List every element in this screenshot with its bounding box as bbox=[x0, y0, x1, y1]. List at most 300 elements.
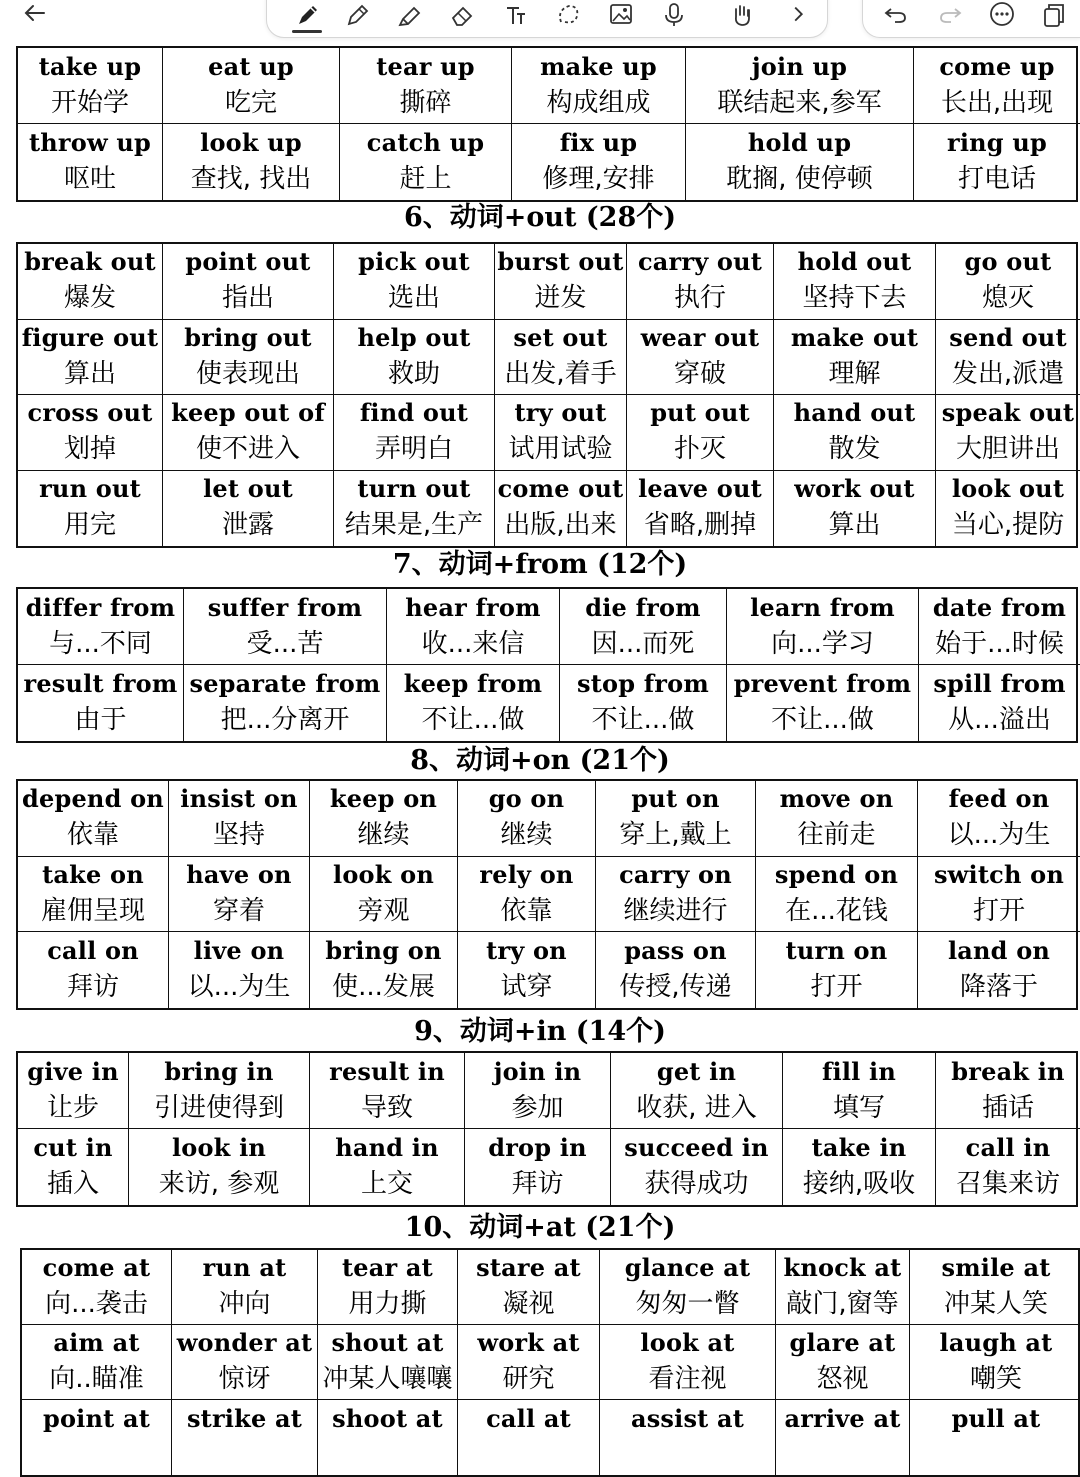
phrase-chinese: 省略,删掉 bbox=[643, 510, 757, 541]
phrase-cell bbox=[627, 471, 774, 547]
phrase-chinese: 从...溢出 bbox=[948, 705, 1051, 735]
phrase-chinese: 收获, 进入 bbox=[636, 1092, 757, 1123]
phrase-chinese: 依靠 bbox=[66, 820, 119, 851]
phrase-chinese: 不让...做 bbox=[421, 705, 525, 735]
phrase-cell bbox=[918, 932, 1080, 1008]
phrase-chinese: 插话 bbox=[981, 1092, 1034, 1123]
phrase-english: run at bbox=[202, 1253, 287, 1282]
phrase-chinese: 以...为生 bbox=[947, 820, 1051, 851]
phrase-cell bbox=[774, 471, 936, 547]
phrase-english: come out bbox=[497, 474, 624, 504]
phrase-english: take up bbox=[38, 51, 142, 81]
phrase-cell bbox=[495, 471, 627, 547]
phrase-english: look up bbox=[200, 128, 302, 157]
phrase-english: tear up bbox=[376, 51, 475, 81]
phrase-chinese: 算出 bbox=[63, 358, 116, 389]
phrase-english: help out bbox=[357, 322, 471, 352]
phrase-cell bbox=[727, 589, 919, 665]
phrase-english: keep out of bbox=[171, 398, 325, 428]
section-heading-on: 8、动词+on (21个) bbox=[410, 745, 670, 776]
phrase-cell bbox=[774, 320, 936, 396]
phrase-english: pick out bbox=[358, 247, 470, 277]
phrase-english: break in bbox=[951, 1056, 1065, 1086]
phrase-english: depend on bbox=[22, 784, 164, 814]
phrase-chinese: 赶上 bbox=[399, 164, 452, 194]
phrase-chinese: 发出,派遣 bbox=[951, 358, 1065, 389]
phrase-english: hand in bbox=[335, 1133, 439, 1162]
phrase-cell bbox=[560, 589, 727, 665]
phrase-english: speak out bbox=[941, 398, 1075, 428]
phrase-cell bbox=[318, 1400, 458, 1475]
phrase-cell bbox=[310, 857, 458, 933]
phrase-english: shoot at bbox=[332, 1403, 443, 1433]
phrase-english: stop from bbox=[577, 669, 709, 698]
phrase-cell bbox=[18, 48, 163, 124]
section-heading-out: 6、动词+out (28个) bbox=[403, 202, 677, 233]
phrase-english: die from bbox=[585, 592, 701, 622]
phrase-cell bbox=[686, 124, 914, 200]
phrase-english: set out bbox=[513, 322, 608, 352]
phrase-chinese: 敲门,窗等 bbox=[786, 1289, 899, 1319]
phrase-cell bbox=[611, 1053, 783, 1129]
phrase-english: knock at bbox=[783, 1253, 902, 1282]
phrase-cell bbox=[18, 932, 169, 1008]
phrase-english: look at bbox=[640, 1328, 735, 1357]
phrase-english: rely on bbox=[479, 859, 574, 889]
phrase-chinese: 在...花钱 bbox=[785, 895, 888, 926]
phrase-chinese: 试用试验 bbox=[508, 434, 613, 465]
phrase-chinese: 执行 bbox=[673, 283, 726, 314]
phrase-cell bbox=[18, 1129, 129, 1205]
phrase-cell bbox=[756, 857, 918, 933]
phrase-english: turn out bbox=[357, 474, 471, 504]
phrase-english: pass on bbox=[624, 935, 727, 965]
phrase-chinese: 向...袭击 bbox=[45, 1289, 148, 1319]
phrase-cell bbox=[776, 1250, 910, 1325]
text-tool-icon[interactable] bbox=[500, 0, 532, 30]
phrase-chinese: 旁观 bbox=[357, 895, 410, 926]
phrase-cell bbox=[334, 244, 495, 320]
phrase-english: put on bbox=[631, 784, 720, 814]
phrase-cell bbox=[936, 320, 1080, 396]
phrase-chinese: 因...而死 bbox=[591, 628, 695, 659]
phrase-chinese: 理解 bbox=[828, 358, 881, 389]
phrase-english: shout at bbox=[331, 1328, 444, 1357]
phrase-cell bbox=[918, 857, 1080, 933]
phrase-cell bbox=[596, 781, 756, 857]
phrase-cell bbox=[334, 395, 495, 471]
phrase-english: feed on bbox=[948, 784, 1050, 814]
phrase-english: get in bbox=[656, 1056, 737, 1086]
phrase-english: smile at bbox=[941, 1253, 1051, 1282]
phrase-cell bbox=[756, 932, 918, 1008]
phrase-chinese: 不让...做 bbox=[591, 705, 695, 735]
phrase-english: find out bbox=[359, 398, 469, 428]
phrase-cell bbox=[495, 320, 627, 396]
phrase-english: work at bbox=[477, 1328, 580, 1357]
phrase-cell bbox=[611, 1129, 783, 1205]
phrase-cell bbox=[310, 1129, 465, 1205]
phrase-chinese: 收...来信 bbox=[421, 628, 525, 659]
phrase-cell bbox=[776, 1400, 910, 1475]
phrase-table-on bbox=[16, 779, 1078, 1010]
pen-icon[interactable] bbox=[292, 0, 324, 30]
phrase-chinese: 匆匆一瞥 bbox=[635, 1289, 740, 1319]
phrase-chinese: 打开 bbox=[810, 971, 863, 1002]
phrase-cell bbox=[318, 1325, 458, 1400]
eraser-icon[interactable] bbox=[446, 0, 478, 30]
phrase-english: let out bbox=[203, 474, 293, 504]
phrase-chinese: 坚持下去 bbox=[802, 283, 907, 314]
phrase-cell bbox=[169, 781, 310, 857]
phrase-chinese: 让步 bbox=[46, 1092, 99, 1123]
phrase-chinese: 导致 bbox=[360, 1092, 413, 1123]
phrase-chinese: 使不进入 bbox=[195, 434, 300, 465]
phrase-english: look in bbox=[171, 1133, 267, 1162]
phrase-english: work out bbox=[794, 474, 915, 504]
phrase-cell bbox=[18, 781, 169, 857]
phrase-chinese: 继续 bbox=[500, 820, 553, 851]
active-tool-indicator bbox=[292, 30, 322, 33]
phrase-english: put out bbox=[650, 398, 750, 428]
phrase-cell bbox=[340, 124, 512, 200]
phrase-chinese: 往前走 bbox=[797, 820, 876, 851]
phrase-cell bbox=[387, 665, 560, 741]
phrase-table-from bbox=[16, 587, 1078, 743]
phrase-chinese: 穿上,戴上 bbox=[619, 820, 732, 851]
phrase-english: drop in bbox=[488, 1133, 587, 1162]
phrase-cell bbox=[310, 1053, 465, 1129]
phrase-cell bbox=[22, 1400, 172, 1475]
phrase-english: bring on bbox=[325, 935, 442, 965]
phrase-english: go out bbox=[964, 247, 1052, 277]
phrase-english: glare at bbox=[789, 1328, 896, 1357]
phrase-english: live on bbox=[193, 935, 285, 965]
phrase-chinese: 修理,安排 bbox=[542, 164, 655, 194]
phrase-cell bbox=[600, 1250, 776, 1325]
phrase-cell bbox=[310, 781, 458, 857]
phrase-chinese: 研究 bbox=[502, 1364, 555, 1394]
phrase-chinese: 向..瞄准 bbox=[49, 1364, 144, 1394]
phrase-english: result from bbox=[23, 669, 178, 698]
phrase-english: cross out bbox=[27, 398, 153, 428]
phrase-chinese: 试穿 bbox=[500, 971, 553, 1002]
phrase-english: ring up bbox=[947, 128, 1047, 157]
phrase-english: carry out bbox=[637, 247, 763, 277]
phrase-cell bbox=[596, 932, 756, 1008]
phrase-english: succeed in bbox=[624, 1133, 769, 1162]
phrase-cell bbox=[172, 1250, 318, 1325]
image-icon[interactable] bbox=[604, 0, 638, 30]
phrase-chinese: 冲某人嚷嚷 bbox=[322, 1364, 453, 1394]
phrase-cell bbox=[783, 1129, 936, 1205]
phrase-chinese: 以...为生 bbox=[187, 971, 291, 1002]
phrase-cell bbox=[458, 1400, 600, 1475]
phrase-english: prevent from bbox=[733, 669, 912, 698]
phrase-cell bbox=[465, 1129, 611, 1205]
phrase-chinese: 构成组成 bbox=[546, 87, 651, 118]
phrase-chinese: 指出 bbox=[221, 283, 274, 314]
phrase-cell bbox=[560, 665, 727, 741]
phrase-english: leave out bbox=[638, 474, 762, 504]
phrase-chinese: 散发 bbox=[828, 434, 881, 465]
phrase-cell bbox=[783, 1053, 936, 1129]
phrase-cell bbox=[458, 1250, 600, 1325]
phrase-chinese: 获得成功 bbox=[644, 1169, 749, 1199]
highlighter-icon[interactable] bbox=[394, 0, 426, 30]
phrase-chinese: 出版,出来 bbox=[504, 510, 617, 541]
phrase-cell bbox=[914, 48, 1080, 124]
phrase-chinese: 与...不同 bbox=[49, 628, 152, 659]
phrase-cell bbox=[627, 395, 774, 471]
phrase-chinese: 穿着 bbox=[212, 895, 265, 926]
phrase-cell bbox=[334, 320, 495, 396]
phrase-cell bbox=[22, 1250, 172, 1325]
phrase-english: pull at bbox=[951, 1403, 1041, 1433]
phrase-chinese: 雇佣呈现 bbox=[40, 895, 145, 926]
phrase-english: bring in bbox=[164, 1056, 274, 1086]
phrase-chinese: 不让...做 bbox=[771, 705, 874, 735]
phrase-cell bbox=[163, 471, 334, 547]
phrase-cell bbox=[129, 1053, 310, 1129]
phrase-cell bbox=[163, 320, 334, 396]
phrase-chinese: 冲某人笑 bbox=[943, 1289, 1048, 1319]
phrase-english: arrive at bbox=[784, 1403, 901, 1433]
phrase-cell bbox=[18, 589, 184, 665]
phrase-english: hear from bbox=[405, 592, 541, 622]
phrase-english: switch on bbox=[933, 859, 1065, 889]
phrase-table-at bbox=[20, 1248, 1080, 1477]
phrase-cell bbox=[936, 244, 1080, 320]
phrase-chinese: 用完 bbox=[63, 510, 116, 541]
chevron-right-icon[interactable] bbox=[784, 0, 812, 30]
phrase-chinese: 救助 bbox=[387, 358, 440, 389]
phrase-chinese: 拜访 bbox=[511, 1169, 564, 1199]
phrase-chinese: 算出 bbox=[828, 510, 881, 541]
phrase-cell bbox=[919, 589, 1080, 665]
phrase-english: hold out bbox=[797, 247, 912, 277]
phrase-chinese: 吃完 bbox=[224, 87, 277, 118]
phrase-cell bbox=[776, 1325, 910, 1400]
phrase-chinese: 引进使得到 bbox=[153, 1092, 284, 1123]
phrase-cell bbox=[727, 665, 919, 741]
phrase-cell bbox=[627, 244, 774, 320]
phrase-table-out bbox=[16, 242, 1078, 548]
phrase-chinese: 联结起来,参军 bbox=[717, 87, 882, 118]
phrase-cell bbox=[18, 395, 163, 471]
pencil-icon[interactable] bbox=[342, 0, 374, 30]
phrase-english: strike at bbox=[186, 1403, 303, 1433]
phrase-cell bbox=[919, 665, 1080, 741]
phrase-english: make out bbox=[790, 322, 919, 352]
phrase-cell bbox=[774, 244, 936, 320]
phrase-english: move on bbox=[779, 784, 894, 814]
phrase-english: eat up bbox=[208, 51, 294, 81]
phrase-cell bbox=[756, 781, 918, 857]
phrase-chinese: 坚持 bbox=[212, 820, 265, 851]
phrase-chinese: 出发,着手 bbox=[504, 358, 617, 389]
phrase-english: join in bbox=[493, 1056, 582, 1086]
phrase-chinese: 结果是,生产 bbox=[344, 510, 484, 541]
phrase-english: join up bbox=[751, 51, 848, 81]
phrase-english: come up bbox=[939, 51, 1055, 81]
phrase-chinese: 接纳,吸收 bbox=[802, 1169, 916, 1199]
phrase-chinese: 查找, 找出 bbox=[190, 164, 312, 194]
phrase-cell bbox=[458, 857, 596, 933]
phrase-chinese: 始于...时候 bbox=[935, 628, 1064, 659]
phrase-chinese: 穿破 bbox=[673, 358, 726, 389]
phrase-chinese: 划掉 bbox=[63, 434, 116, 465]
phrase-cell bbox=[129, 1129, 310, 1205]
phrase-english: fix up bbox=[559, 128, 638, 157]
phrase-chinese: 来访, 参观 bbox=[158, 1169, 280, 1199]
phrase-english: point out bbox=[185, 247, 311, 277]
phrase-cell bbox=[318, 1250, 458, 1325]
phrase-english: come at bbox=[42, 1253, 151, 1282]
phrase-chinese: 泄露 bbox=[221, 510, 274, 541]
phrase-english: glance at bbox=[624, 1253, 751, 1282]
phrase-english: call at bbox=[486, 1403, 571, 1433]
phrase-english: fill in bbox=[822, 1056, 896, 1086]
phrase-chinese: 填写 bbox=[832, 1092, 885, 1123]
phrase-cell bbox=[163, 244, 334, 320]
microphone-icon[interactable] bbox=[658, 0, 690, 30]
phrase-cell bbox=[163, 395, 334, 471]
phrase-chinese: 惊讶 bbox=[218, 1364, 271, 1394]
back-arrow-icon[interactable] bbox=[18, 0, 52, 30]
phrase-english: cut in bbox=[33, 1133, 113, 1162]
phrase-english: throw up bbox=[28, 128, 152, 157]
phrase-english: catch up bbox=[366, 128, 485, 157]
phrase-english: look out bbox=[951, 474, 1065, 504]
phrase-english: take in bbox=[811, 1133, 907, 1162]
phrase-chinese: 受...苦 bbox=[246, 628, 324, 659]
phrase-english: differ from bbox=[25, 592, 176, 622]
phrase-english: have on bbox=[186, 859, 292, 889]
phrase-cell bbox=[184, 589, 387, 665]
phrase-cell bbox=[936, 395, 1080, 471]
phrase-cell bbox=[512, 48, 686, 124]
phrase-english: hand out bbox=[793, 398, 916, 428]
phrase-english: make up bbox=[540, 51, 657, 81]
more-icon[interactable] bbox=[986, 0, 1018, 30]
phrase-chinese: 爆发 bbox=[63, 283, 116, 314]
phrase-chinese: 打电话 bbox=[957, 164, 1036, 194]
phrase-english: stare at bbox=[476, 1253, 581, 1282]
phrase-cell bbox=[936, 1129, 1080, 1205]
app-toolbar bbox=[0, 0, 1080, 40]
phrase-cell bbox=[686, 48, 914, 124]
phrase-chinese: 嘲笑 bbox=[969, 1364, 1022, 1394]
phrase-english: try out bbox=[514, 398, 607, 428]
phrase-cell bbox=[18, 857, 169, 933]
phrase-cell bbox=[600, 1400, 776, 1475]
phrase-cell bbox=[169, 932, 310, 1008]
phrase-chinese: 熄灭 bbox=[981, 283, 1034, 314]
phrase-english: figure out bbox=[21, 322, 159, 352]
section-heading-from: 7、动词+from (12个) bbox=[392, 549, 688, 580]
phrase-chinese: 传授,传递 bbox=[619, 971, 732, 1002]
phrase-chinese: 弄明白 bbox=[374, 434, 453, 465]
phrase-chinese: 大胆讲出 bbox=[955, 434, 1060, 465]
phrase-english: laugh at bbox=[939, 1328, 1053, 1357]
phrase-english: keep from bbox=[403, 669, 543, 698]
phrase-english: hold up bbox=[747, 128, 852, 157]
phrase-cell bbox=[163, 48, 340, 124]
section-heading-in: 9、动词+in (14个) bbox=[414, 1016, 666, 1047]
phrase-english: spend on bbox=[774, 859, 899, 889]
phrase-cell bbox=[172, 1400, 318, 1475]
phrase-english: try on bbox=[486, 935, 567, 965]
phrase-english: carry on bbox=[619, 859, 732, 889]
phrase-chinese: 拜访 bbox=[66, 971, 119, 1002]
phrase-cell bbox=[18, 244, 163, 320]
phrase-chinese: 继续 bbox=[357, 820, 410, 851]
phrase-cell bbox=[184, 665, 387, 741]
phrase-chinese: 选出 bbox=[387, 283, 440, 314]
phrase-chinese: 插入 bbox=[46, 1169, 99, 1199]
phrase-chinese: 开始学 bbox=[50, 87, 129, 118]
lasso-icon[interactable] bbox=[552, 0, 584, 30]
pages-icon[interactable] bbox=[1038, 0, 1070, 30]
phrase-cell bbox=[22, 1325, 172, 1400]
phrase-cell bbox=[18, 320, 163, 396]
phrase-cell bbox=[172, 1325, 318, 1400]
undo-icon[interactable] bbox=[880, 0, 912, 30]
phrase-cell bbox=[18, 665, 184, 741]
phrase-english: assist at bbox=[630, 1403, 745, 1433]
phrase-english: result in bbox=[329, 1056, 445, 1086]
phrase-chinese: 扑灭 bbox=[673, 434, 726, 465]
phrase-cell bbox=[774, 395, 936, 471]
phrase-cell bbox=[340, 48, 512, 124]
hand-icon[interactable] bbox=[726, 0, 758, 30]
phrase-english: burst out bbox=[497, 247, 624, 277]
phrase-cell bbox=[18, 471, 163, 547]
phrase-chinese: 降落于 bbox=[959, 971, 1038, 1002]
phrase-cell bbox=[596, 857, 756, 933]
phrase-english: land on bbox=[947, 935, 1051, 965]
phrase-chinese: 打开 bbox=[972, 895, 1025, 926]
phrase-chinese: 把...分离开 bbox=[220, 705, 350, 735]
phrase-cell bbox=[910, 1325, 1080, 1400]
phrase-table-up bbox=[16, 46, 1078, 202]
phrase-cell bbox=[910, 1250, 1080, 1325]
phrase-chinese: 呕吐 bbox=[63, 164, 116, 194]
phrase-chinese: 撕碎 bbox=[399, 87, 452, 118]
phrase-chinese: 当心,提防 bbox=[951, 510, 1065, 541]
phrase-cell bbox=[18, 1053, 129, 1129]
phrase-chinese: 参加 bbox=[511, 1092, 564, 1123]
phrase-english: separate from bbox=[189, 669, 381, 698]
phrase-english: call on bbox=[47, 935, 139, 965]
phrase-english: go on bbox=[488, 784, 565, 814]
phrase-chinese: 使表现出 bbox=[195, 358, 300, 389]
phrase-chinese: 使...发展 bbox=[332, 971, 435, 1002]
phrase-english: suffer from bbox=[207, 592, 363, 622]
phrase-cell bbox=[334, 471, 495, 547]
phrase-english: point at bbox=[42, 1403, 151, 1433]
phrase-english: aim at bbox=[53, 1328, 140, 1357]
redo-icon[interactable] bbox=[934, 0, 966, 30]
phrase-chinese: 迸发 bbox=[534, 283, 587, 314]
phrase-english: date from bbox=[932, 592, 1067, 622]
phrase-cell bbox=[910, 1400, 1080, 1475]
phrase-english: spill from bbox=[933, 669, 1066, 698]
phrase-cell bbox=[387, 589, 560, 665]
phrase-english: look on bbox=[333, 859, 434, 889]
phrase-chinese: 向...学习 bbox=[771, 628, 874, 659]
